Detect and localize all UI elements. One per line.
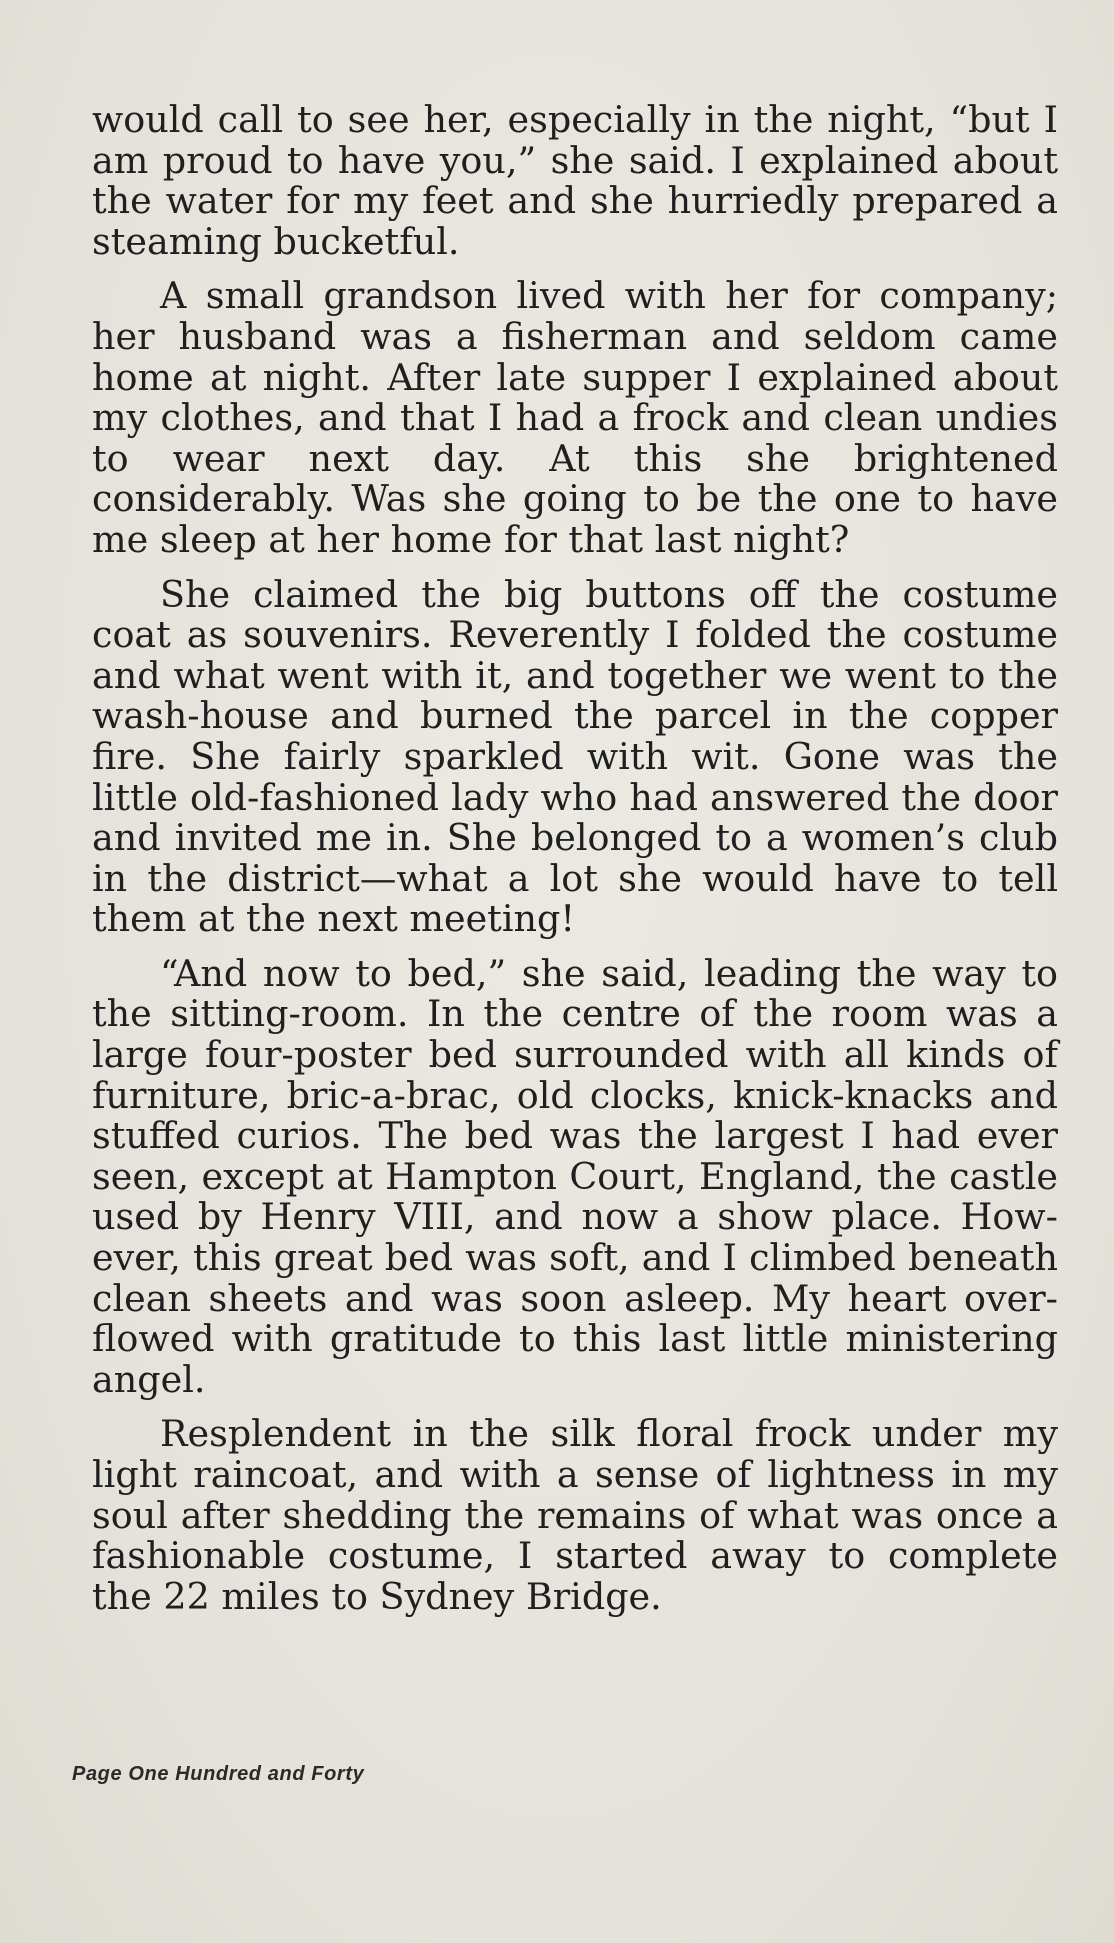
paragraph-5: Resplendent in the silk floral frock under my light raincoat, and with a sense of lightness in my soul after shedding the remains of what was once a fashionable costume, I started away to complete the 22 miles to Sydney Bridge.: [92, 1412, 1058, 1618]
paragraph-2: A small grandson lived with her for company; her husband was a fisherman and seldom came home at night. After late supper I explained about my clothes, and that I had a frock and clean undies to wear next day. At this she brightened considerably. Was she going to be the one to have me sleep at her home for that last night?: [92, 274, 1058, 561]
paragraph-1: would call to see her, especially in the night, “but I am proud to have you,” she said. I explained about the water for my feet and she hurriedly prepared a steaming bucketful.: [92, 98, 1058, 263]
paragraph-3: She claimed the big buttons off the costume coat as souvenirs. Reverently I folded the costume and what went with it, and together we went to the wash-house and burned the parcel in the copper fire. She fairly sparkled with wit. Gone was the little old-fashioned lady who had answered the door and invited me in. She belonged to a women’s club in the district—what a lot she would have to tell them at the next meeting!: [92, 572, 1058, 941]
page-number-footer: Page One Hundred and Forty: [72, 1763, 365, 1785]
body-text: [92, 100, 1058, 1631]
paragraph-4: “And now to bed,” she said, leading the way to the sitting-room. In the centre of the room was a large four-poster bed surrounded with all kinds of furniture, bric-a-brac, old clocks, knick-knacks and stuffed curios. The bed was the largest I had ever seen, except at Hampton Court, England, the castle used by Henry VIII, and now a show place. However, this great bed was soft, and I climbed beneath clean sheets and was soon asleep. My heart overflowed with gratitude to this last little ministering angel.: [92, 951, 1058, 1401]
